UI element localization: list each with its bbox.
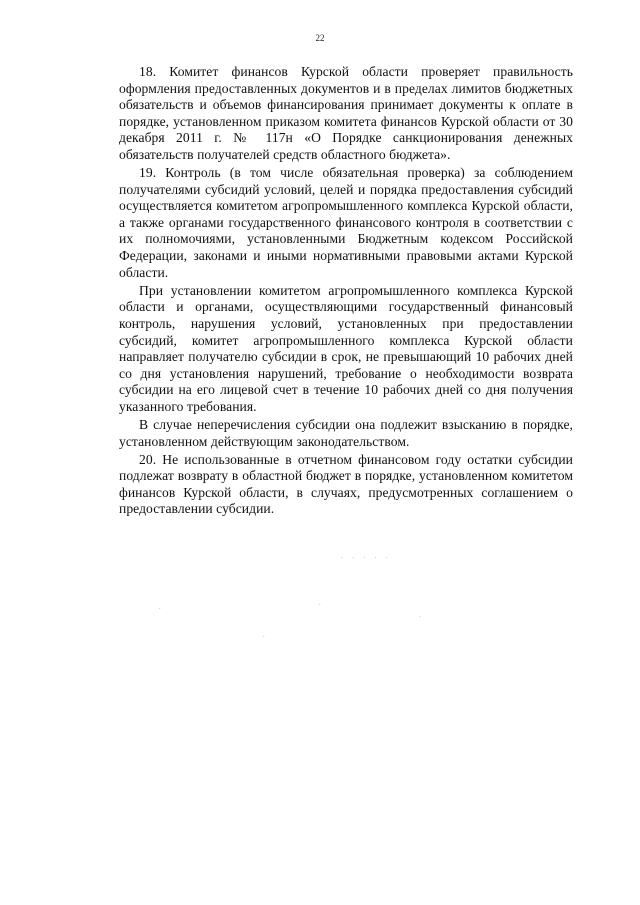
scan-speck: . . . . . <box>340 553 391 560</box>
scan-speck: . <box>318 600 324 607</box>
paragraph-text: В случае неперечисления субсидии она подлежит взысканию в порядке, установленном действующим законодательством. <box>119 416 573 449</box>
scan-speck: . <box>418 612 424 619</box>
scan-speck: . <box>158 604 164 611</box>
scan-speck: . <box>262 632 268 639</box>
paragraph-recovery <box>119 417 573 450</box>
paragraph-text: При установлении комитетом агропромышленного комплекса Курской области и органами, осуществляющими государственный финансовый контроль, нарушения условий, установленных при предоставлении субсидий, комитет агропромышленного комплекса Курской области направляет получателю субсидии в срок, не превышающий 10 рабочих дней со дня установления нарушений, требование о необходимости возврата субсидии на его лицевой счет в течение 10 рабочих дней со дня получения указанного требования. <box>119 282 573 414</box>
paragraph-19 <box>119 165 573 281</box>
paragraph-violations <box>119 283 573 416</box>
page-number: 22 <box>315 33 325 43</box>
paragraph-text: 18. Комитет финансов Курской области проверяет правильность оформления предоставленных документов и в пределах лимитов бюджетных обязательств и объемов финансирования принимает документы к оплате в порядке, установленном приказом комитета финансов Курской области от 30 декабря 2011 г. № 117н «О Порядке санкционирования денежных обязательств получателей средств областного бюджета». <box>119 64 573 162</box>
paragraph-20 <box>119 452 573 518</box>
paragraph-18 <box>119 64 573 164</box>
paragraph-text: 20. Не использованные в отчетном финансовом году остатки субсидии подлежат возврату в областной бюджет в порядке, установленном комитетом финансов Курской области, в случаях, предусмотренных соглашением о предоставлении субсидии. <box>119 451 573 517</box>
paragraph-text: 19. Контроль (в том числе обязательная проверка) за соблюдением получателями субсидий условий, целей и порядка предоставления субсидий осуществляется комитетом агропромышленного комплекса Курской области, а также органами государственного финансового контроля в соответствии с их полномочиями, установленными Бюджетным кодексом Российской Федерации, законами и иными нормативными правовыми актами Курской области. <box>119 165 573 280</box>
document-body <box>119 64 573 520</box>
